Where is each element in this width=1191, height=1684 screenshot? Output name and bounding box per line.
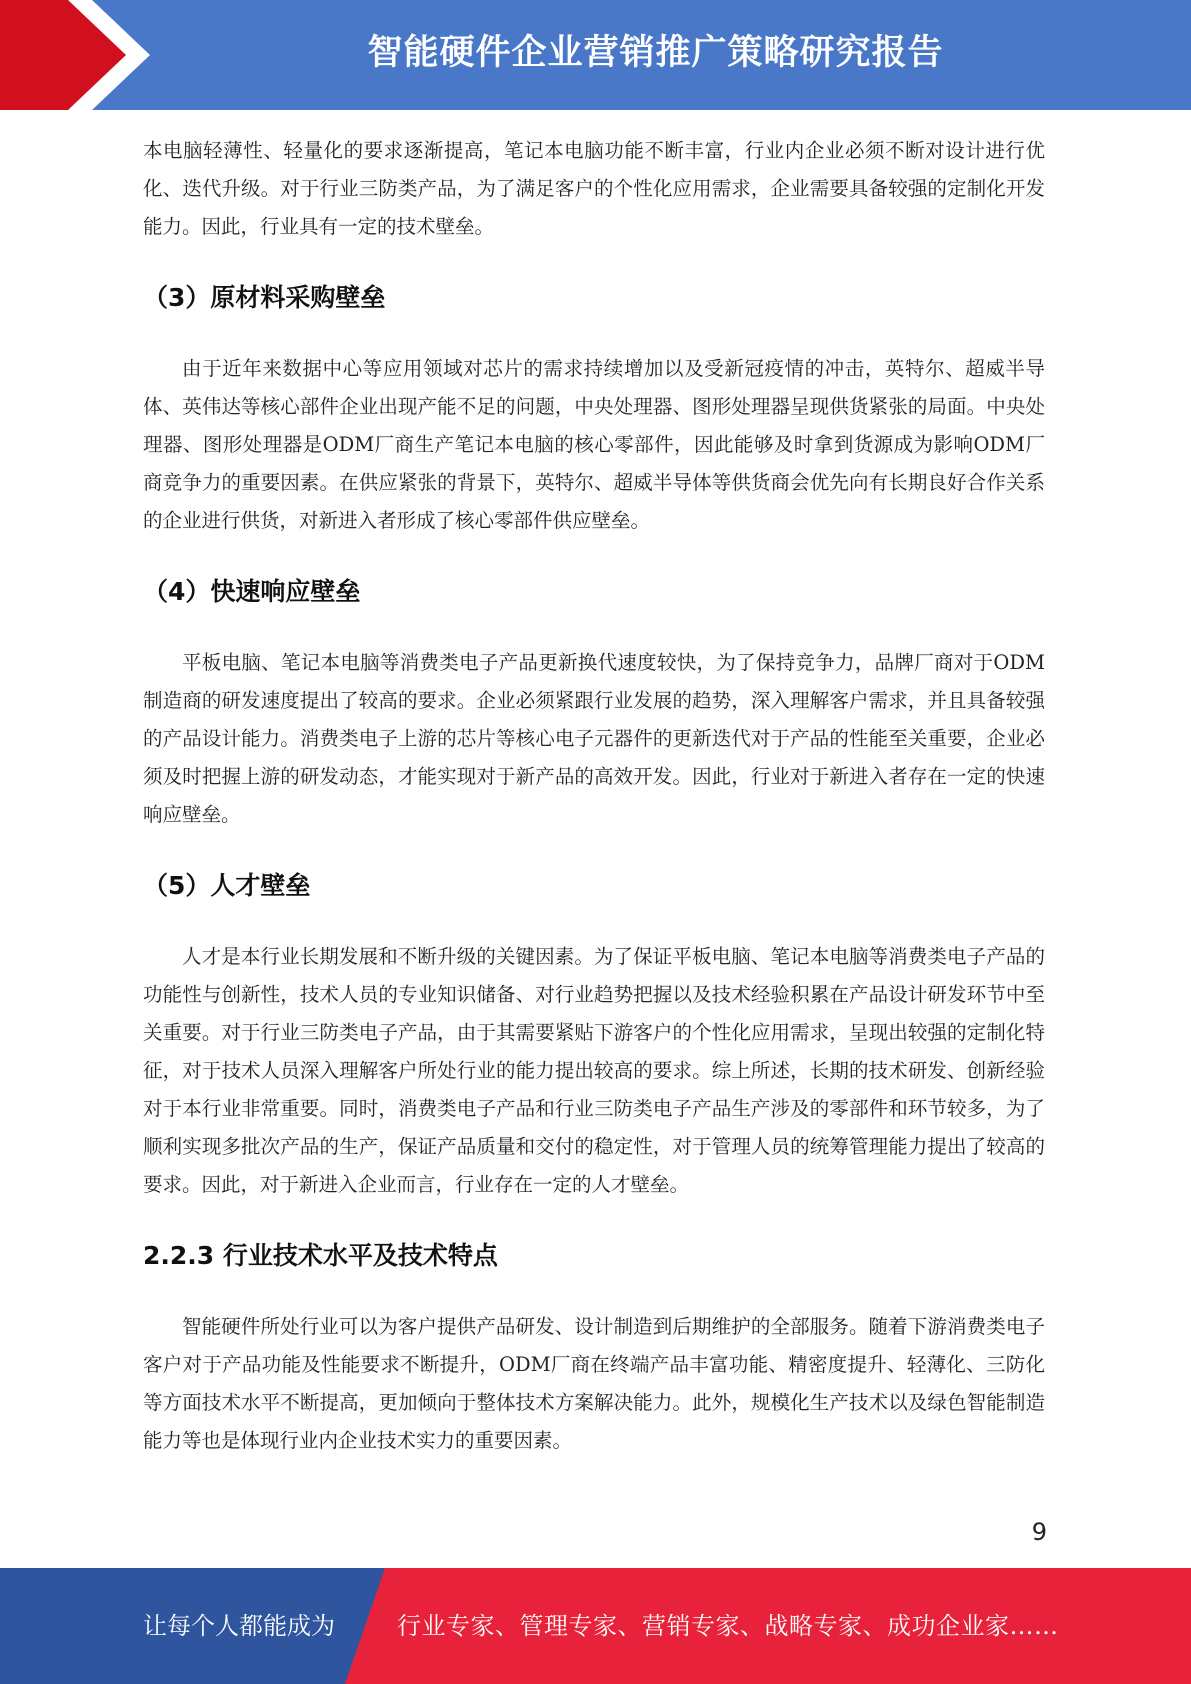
page-content [143, 132, 1045, 1460]
header-arrow-icon [0, 0, 160, 110]
page-number: 9 [1031, 1518, 1047, 1546]
paragraph-technology: 智能硬件所处行业可以为客户提供产品研发、设计制造到后期维护的全部服务。随着下游消费类电子客户对于产品功能及性能要求不断提升，ODM厂商在终端产品丰富功能、精密度提升、轻薄化、三防化等方面技术水平不断提高，更加倾向于整体技术方案解决能力。此外，规模化生产技术以及绿色智能制造能力等也是体现行业内企业技术实力的重要因素。 [143, 1315, 1045, 1452]
paragraph-talent: 人才是本行业长期发展和不断升级的关键因素。为了保证平板电脑、笔记本电脑等消费类电子产品的功能性与创新性，技术人员的专业知识储备、对行业趋势把握以及技术经验积累在产品设计研发环节中至关重要。对于行业三防类电子产品，由于其需要紧贴下游客户的个性化应用需求，呈现出较强的定制化特征，对于技术人员深入理解客户所处行业的能力提出较高的要求。综上所述，长期的技术研发、创新经验对于本行业非常重要。同时，消费类电子产品和行业三防类电子产品生产涉及的零部件和环节较多，为了顺利实现多批次产品的生产，保证产品质量和交付的稳定性，对于管理人员的统筹管理能力提出了较高的要求。因此，对于新进入企业而言，行业存在一定的人才壁垒。 [143, 945, 1045, 1196]
document-title: 智能硬件企业营销推广策略研究报告 [367, 33, 944, 73]
footer-banner [0, 1568, 1191, 1684]
heading-technology-level: 2.2.3 行业技术水平及技术特点 [143, 1241, 498, 1270]
heading-raw-material-barrier: （3）原材料采购壁垒 [143, 283, 386, 312]
footer-slogan-right: 行业专家、管理专家、营销专家、战略专家、成功企业家…… [397, 1612, 1059, 1640]
paragraph-raw-material: 由于近年来数据中心等应用领域对芯片的需求持续增加以及受新冠疫情的冲击，英特尔、超威半导体、英伟达等核心部件企业出现产能不足的问题，中央处理器、图形处理器呈现供货紧张的局面。中央处理器、图形处理器是ODM厂商生产笔记本电脑的核心零部件，因此能够及时拿到货源成为影响ODM厂商竞争力的重要因素。在供应紧张的背景下，英特尔、超威半导体等供货商会优先向有长期良好合作关系的企业进行供货，对新进入者形成了核心零部件供应壁垒。 [143, 357, 1045, 532]
paragraph-continued: 本电脑轻薄性、轻量化的要求逐渐提高，笔记本电脑功能不断丰富，行业内企业必须不断对设计进行优化、迭代升级。对于行业三防类产品，为了满足客户的个性化应用需求，企业需要具备较强的定制化开发能力。因此，行业具有一定的技术壁垒。 [143, 139, 1045, 238]
paragraph-fast-response: 平板电脑、笔记本电脑等消费类电子产品更新换代速度较快，为了保持竞争力，品牌厂商对于ODM制造商的研发速度提出了较高的要求。企业必须紧跟行业发展的趋势，深入理解客户需求，并且具备较强的产品设计能力。消费类电子上游的芯片等核心电子元器件的更新迭代对于产品的性能至关重要，企业必须及时把握上游的研发动态，才能实现对于新产品的高效开发。因此，行业对于新进入者存在一定的快速响应壁垒。 [143, 651, 1045, 826]
footer-slogan-left: 让每个人都能成为 [143, 1612, 335, 1640]
heading-fast-response-barrier: （4）快速响应壁垒 [143, 577, 361, 606]
heading-talent-barrier: （5）人才壁垒 [143, 871, 311, 900]
